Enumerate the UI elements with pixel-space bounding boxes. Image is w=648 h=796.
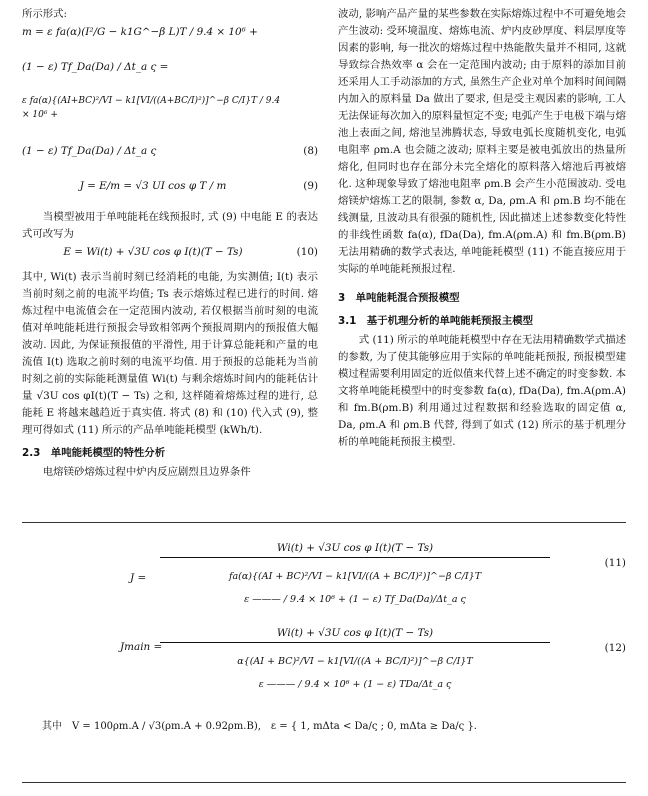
equation-11-block xyxy=(130,540,550,608)
equation-12-number: (12) xyxy=(604,642,626,654)
divider-top xyxy=(22,522,626,523)
equation-9-number: (9) xyxy=(303,180,318,192)
section-3-heading: 3 单吨能耗混合预报模型 xyxy=(338,292,460,304)
equation-m-part-c: ε fa(α){(AI+BC)²/VI − k1[VI/((A+BC/I)²)]^−β C/I}T / 9.4 × 10⁶ + xyxy=(22,96,281,120)
equation-m-part-d: (1 − ε) Tf_Da(Da) / Δt_a ς (8) xyxy=(22,143,318,177)
equation-12-denominator: ε ——— / 9.4 × 10⁶ + (1 − ε) TDa/Δt_a ς xyxy=(258,679,452,690)
equation-12-block xyxy=(120,625,550,693)
equation-10-number: (10) xyxy=(296,246,318,258)
equation-11-number: (11) xyxy=(604,557,626,569)
paragraph-fluctuation: 波动, 影响产品产量的某些参数在实际熔炼过程中不可避免地会产生波动: 受环境温度、熔炼电流、炉内皮砂厚度、料层厚度等因素的影响, 每一批次的熔炼过程中热能散失量并不相同, 这就导致综合热效率 α 会在一定范围内波动; 由于原料的添加目前还采用人工手动添加的方式, 虽然生产企业对单个加料时间间隔内加入的原料量 Da 做出了要求, 但是受主观因素的影响, 工人无法保证每次加入的原料量恒定不变; 电弧产生于电极下端与熔池上表面之间, 熔池呈沸腾状态, 导致电弧长度随机变化, 电弧电阻率 ρm.A 也会随之波动; 原料主要是被电弧放出的热量所熔化, 但同时也存在部分未完全熔化的原料落入熔池后再被熔化. 这种现象导致了熔池电阻率 ρm.B 会产生小范围波动. 受电熔镁炉熔炼工艺的限制, 参数 α, Da, ρm.A 和 ρm.B 均不能在线测量, 且波动具有很强的随机性, 因此描述上述参数变化特性的非线性函数 fa(α), fDa(Da), fm.A(ρm.A) 和 fm.B(ρm.B) 无法用精确的数学式表达, 单吨能耗模型 (11) 不能直接应用于实际的单吨能耗预报过程. xyxy=(338,8,626,275)
intro-text: 所示形式: xyxy=(22,8,68,20)
where-clause: 其中 V = 100ρm.A / √3(ρm.A + 0.92ρm.B), ε = { 1, mΔta < Da/ς ; 0, mΔta ≥ Da/ς }. xyxy=(42,721,477,732)
equation-11-lhs: J = xyxy=(130,572,147,584)
equation-12-inner: α{(AI + BC)²/VI − k1[VI/((A + BC/I)²)]^−β C/I}T xyxy=(237,656,473,667)
equation-9: J = E/m = √3 UI cos φ T / m (9) xyxy=(22,178,318,208)
equation-11-numerator: Wi(t) + √3U cos φ I(t)(T − Ts) xyxy=(160,540,550,558)
paragraph-online-prediction: 当模型被用于单吨能耗在线预报时, 式 (9) 中电能 E 的表达式可改写为 xyxy=(22,211,318,240)
left-column xyxy=(22,6,318,481)
divider-bottom xyxy=(22,782,626,783)
equation-12-numerator: Wi(t) + √3U cos φ I(t)(T − Ts) xyxy=(160,625,550,643)
section-3-1-heading: 3.1 基于机理分析的单吨能耗预报主模型 xyxy=(338,315,534,327)
equation-11-denominator: ε ——— / 9.4 × 10⁶ + (1 − ε) Tf_Da(Da)/Δt_a ς xyxy=(244,594,466,605)
equation-m-part-b: (1 − ε) Tf_Da(Da) / Δt_a ς = xyxy=(22,61,169,73)
section-2-3-heading: 2.3 单吨能耗模型的特性分析 xyxy=(22,447,166,459)
equation-10: E = Wi(t) + √3U cos φ I(t)(T − Ts) (10) xyxy=(22,244,318,268)
paragraph-main-model: 式 (11) 所示的单吨能耗模型中存在无法用精确数学式描述的参数, 为了使其能够应用于实际的单吨能耗预报, 预报模型建模过程需要利用固定的近似值来代替上述不确定的时变参数. 本文将单吨能耗模型中的时变参数 fa(α), fDa(Da), fm.A(ρm.A) 和 fm.B(ρm.B) 利用通过过程数据和经验选取的固定值 α, Da, ρm.A 和 ρm.B 代替, 得到了如式 (12) 所示的基于机理分析的单吨能耗预报主模型. xyxy=(338,334,626,448)
equation-12-lhs: Jmain = xyxy=(120,641,163,653)
equation-m-part-a: m = ε fa(α)(I²/G − k1G^−β L)T / 9.4 × 10⁶ + xyxy=(22,26,258,38)
equation-8-number: (8) xyxy=(303,145,318,157)
right-column xyxy=(338,6,626,451)
paragraph-characteristics: 电熔镁砂熔炼过程中炉内反应剧烈且边界条件 xyxy=(42,466,251,478)
paragraph-variables: 其中, Wi(t) 表示当前时刻已经消耗的电能, 为实测值; I(t) 表示当前时刻之前的电流平均值; Ts 表示熔炼过程已进行的时间. 熔炼过程中电流值会在一定范围内波动, 若仅根据当前时刻的电流值对单吨能耗进行预报会导致相邻两个预报周期内的预报值大幅波动. 因此, 为保证预报值的平滑性, 用于计算总能耗和产量的电流值 I(t) 选取之前时刻的电流平均值. 用于预报的总能耗为当前时刻之前的实际能耗测量值 Wi(t) 与剩余熔炼时间内的能耗估计量 √3U cos φI(t)(T − Ts) 之和, 这样随着熔炼过程的进行, 总能耗 E 将越来越趋近于真实值. 将式 (8) 和 (10) 代入式 (9), 整理可得如式 (11) 所示的产品单吨能耗模型 (kWh/t). xyxy=(22,271,318,436)
equation-11-inner: fa(α){(AI + BC)²/VI − k1[VI/((A + BC/I)²)]^−β C/I}T xyxy=(228,571,482,582)
